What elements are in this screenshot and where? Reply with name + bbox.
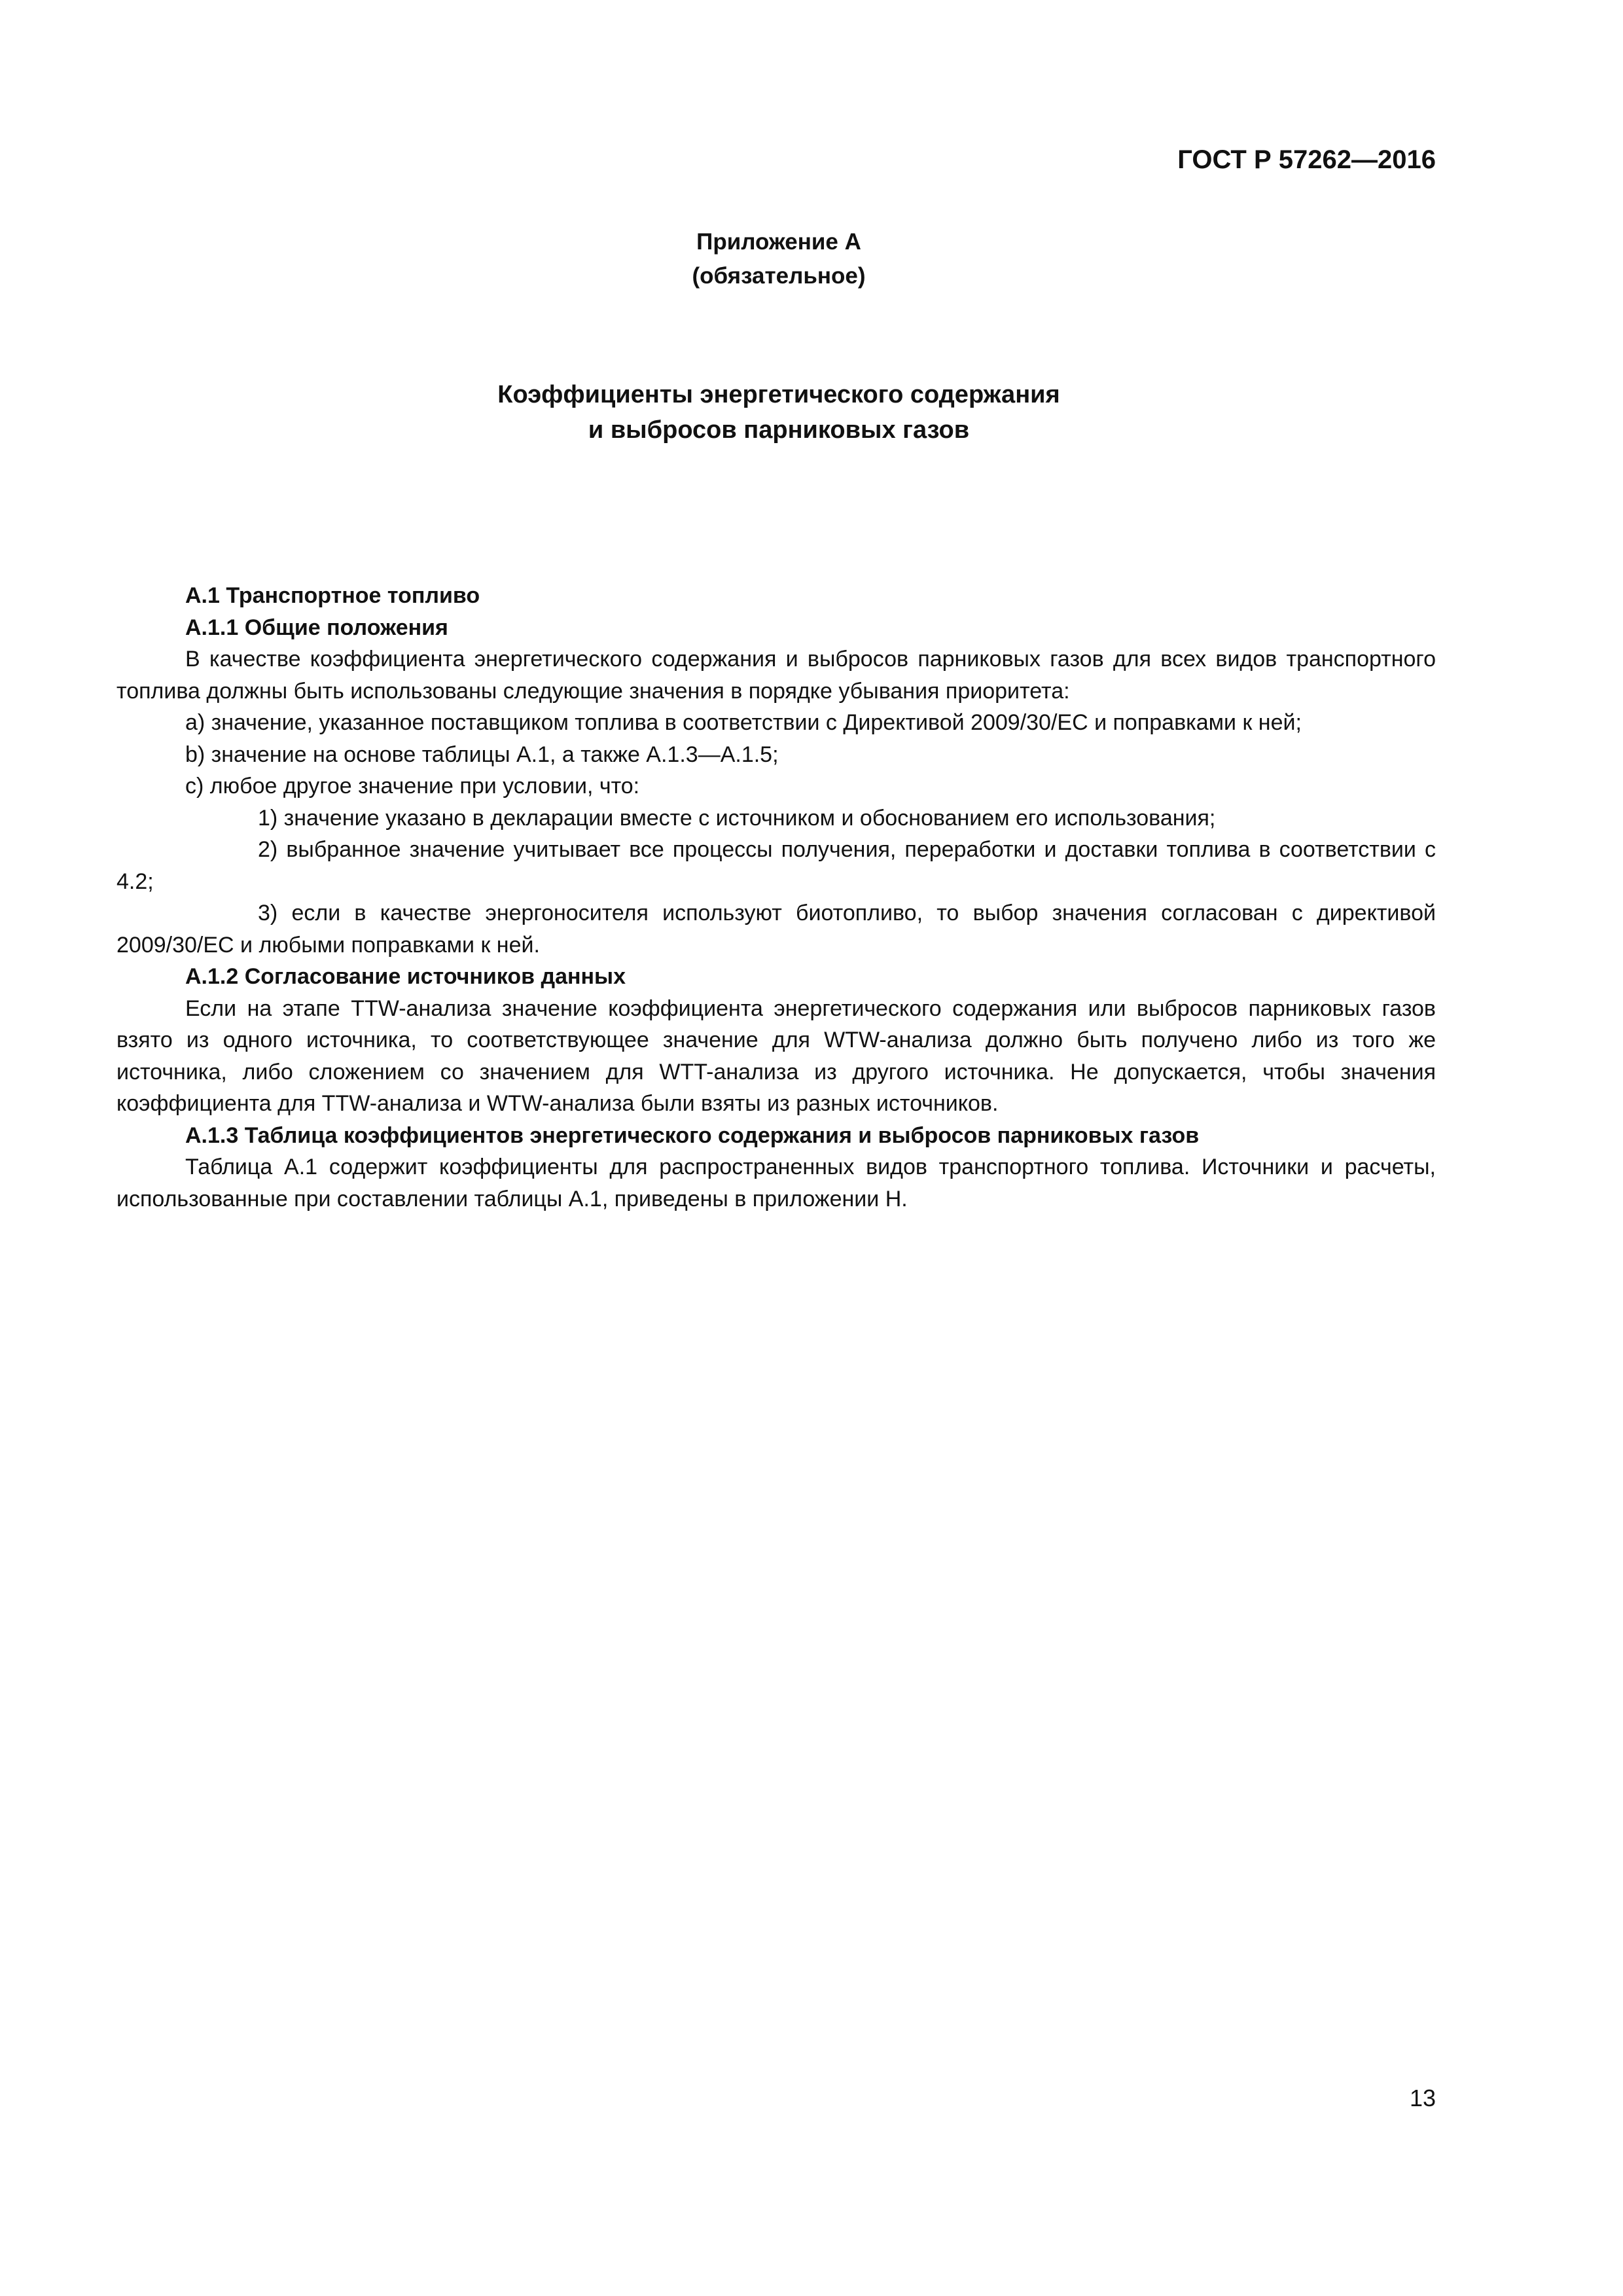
list-item-c: с) любое другое значение при условии, что:: [185, 774, 640, 798]
sub-item-1: 1) значение указано в декларации вместе с источником и обоснованием его использования;: [258, 805, 1216, 831]
document-code: ГОСТ Р 57262—2016: [1177, 145, 1436, 174]
annex-label: Приложение А: [696, 229, 861, 255]
section-heading-a1-3: А.1.3 Таблица коэффициентов энергетического содержания и выбросов парниковых газов: [185, 1122, 1200, 1148]
paragraph-intro: В качестве коэффициента энергетического содержания и выбросов парниковых газов для всех видов транспортного топлива должны быть использованы следующие значения в порядке убывания приоритета:: [116, 647, 1436, 704]
section-heading-a1-2: А.1.2 Согласование источников данных: [185, 964, 626, 989]
list-item-b: b) значение на основе таблицы А.1, а также А.1.3—А.1.5;: [185, 742, 779, 767]
paragraph-a1-3: Таблица А.1 содержит коэффициенты для распространенных видов транспортного топлива. Источники и расчеты, использованные при составлении таблицы А.1, приведены в приложении Н.: [116, 1155, 1436, 1211]
annex-title-line-2: и выбросов парниковых газов: [588, 416, 970, 444]
annex-header: [0, 225, 1558, 293]
section-heading-a1-1: А.1.1 Общие положения: [185, 615, 448, 640]
annex-title-line-1: Коэффициенты энергетического содержания: [497, 381, 1060, 408]
sub-item-2: 2) выбранное значение учитывает все процессы получения, переработки и доставки топлива в соответствии с 4.2;: [116, 837, 1436, 894]
document-body: [116, 580, 1436, 1215]
annex-status: (обязательное): [692, 263, 866, 289]
paragraph-a1-2: Если на этапе TTW-анализа значение коэффициента энергетического содержания или выбросов парниковых газов взято из одного источника, то соответствующее значение для WTW-анализа должно быть получено либо из того же источника, либо сложением со значением для WTT-анализа из другого источника. Не допускается, чтобы значения коэффициента для TTW-анализа и WTW-анализа были взяты из разных источников.: [116, 996, 1436, 1116]
annex-title: [0, 377, 1558, 448]
sub-item-3: 3) если в качестве энергоносителя используют биотопливо, то выбор значения согласован с директивой 2009/30/ЕС и любыми поправками к ней.: [116, 901, 1436, 958]
page-number: 13: [1409, 2085, 1436, 2111]
section-heading-a1: А.1 Транспортное топливо: [185, 583, 480, 608]
list-item-a: а) значение, указанное поставщиком топлива в соответствии с Директивой 2009/30/ЕС и поправками к ней;: [185, 710, 1302, 735]
